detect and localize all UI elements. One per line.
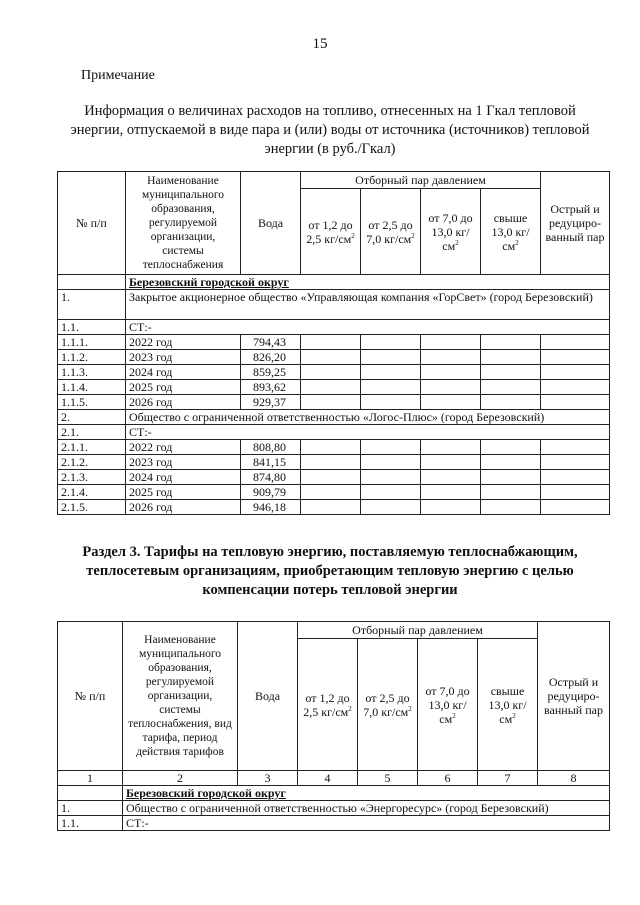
header-steam-group: Отборный пар давлением [301, 172, 541, 189]
st-num: 1.1. [58, 816, 123, 831]
table-row: 1.1.3. 2024 год 859,25 [58, 365, 610, 380]
header-water: Вода [241, 172, 301, 275]
header-sharp-steam: Острый и редуциро-ванный пар [538, 622, 610, 771]
header-pressure-3: от 7,0 до 13,0 $кг/см^2$ [421, 189, 481, 275]
header-pressure-4: свыше 13,0 $кг/см^2$ [481, 189, 541, 275]
header-name: Наименование муниципального образования, регулируемой организации, системы теплоснабжения, вид тарифа, период действия тарифов [123, 622, 238, 771]
header-pressure-2: от 2,5 до 7,0 $кг/см^2$ [358, 639, 418, 771]
st-num: 2.1. [58, 425, 126, 440]
region-row: Березовский городской округ [126, 275, 610, 290]
header-pressure-1: от 1,2 до 2,5 $кг/см^2$ [301, 189, 361, 275]
header-pressure-4: свыше 13,0 $кг/см^2$ [478, 639, 538, 771]
table-row: 1.1.1. 2022 год 794,43 [58, 335, 610, 350]
org-num: 2. [58, 410, 126, 425]
header-num: № п/п [58, 622, 123, 771]
org-num: 1. [58, 801, 123, 816]
header-steam-group: Отборный пар давлением [298, 622, 538, 639]
table-row: 2.1.4. 2025 год 909,79 [58, 485, 610, 500]
header-pressure-3: от 7,0 до 13,0 $кг/см^2$ [418, 639, 478, 771]
table-row: 2.1.2. 2023 год 841,15 [58, 455, 610, 470]
table-row: 2.1.5. 2026 год 946,18 [58, 500, 610, 515]
table-row: 1.1.2. 2023 год 826,20 [58, 350, 610, 365]
tariff-table [57, 621, 610, 831]
org-name: Общество с ограниченной ответственностью «Логос-Плюс» (город Березовский) [126, 410, 610, 425]
page-number: 15 [312, 36, 328, 52]
column-numbers-row: 1 2 3 4 5 6 7 8 [58, 771, 610, 786]
org-name: Общество с ограниченной ответственностью «Энергоресурс» (город Березовский) [123, 801, 610, 816]
header-num: № п/п [58, 172, 126, 275]
org-num: 1. [58, 290, 126, 320]
header-pressure-2: от 2,5 до 7,0 $кг/см^2$ [361, 189, 421, 275]
st-label: СТ:- [126, 320, 610, 335]
header-pressure-1: от 1,2 до 2,5 $кг/см^2$ [298, 639, 358, 771]
org-name: Закрытое акционерное общество «Управляющая компания «ГорСвет» (город Березовский) [126, 290, 610, 320]
table-row: 1.1.5. 2026 год 929,37 [58, 395, 610, 410]
table-row: 2.1.1. 2022 год 808,80 [58, 440, 610, 455]
st-label: СТ:- [123, 816, 610, 831]
st-num: 1.1. [58, 320, 126, 335]
note-heading: Примечание [81, 68, 155, 83]
st-label: СТ:- [126, 425, 610, 440]
header-water: Вода [238, 622, 298, 771]
fuel-cost-table [57, 171, 610, 515]
table-row: 1.1.4. 2025 год 893,62 [58, 380, 610, 395]
table-row: 2.1.3. 2024 год 874,80 [58, 470, 610, 485]
section-3-title: Раздел 3. Тарифы на тепловую энергию, поставляемую теплоснабжающим, теплосетевым организациям, приобретающим тепловую энергию с целью компенсации потерь тепловой энергии [82, 544, 578, 598]
header-sharp-steam: Острый и редуциро-ванный пар [541, 172, 610, 275]
header-name: Наименование муниципального образования, регулируемой организации, системы теплоснабжения [126, 172, 241, 275]
info-title: Информация о величинах расходов на топливо, отнесенных на 1 Гкал тепловой энергии, отпускаемой в виде пара и (или) воды от источника (источников) тепловой энергии (в руб./Гкал) [70, 103, 590, 157]
region-row: Березовский городской округ [123, 786, 610, 801]
